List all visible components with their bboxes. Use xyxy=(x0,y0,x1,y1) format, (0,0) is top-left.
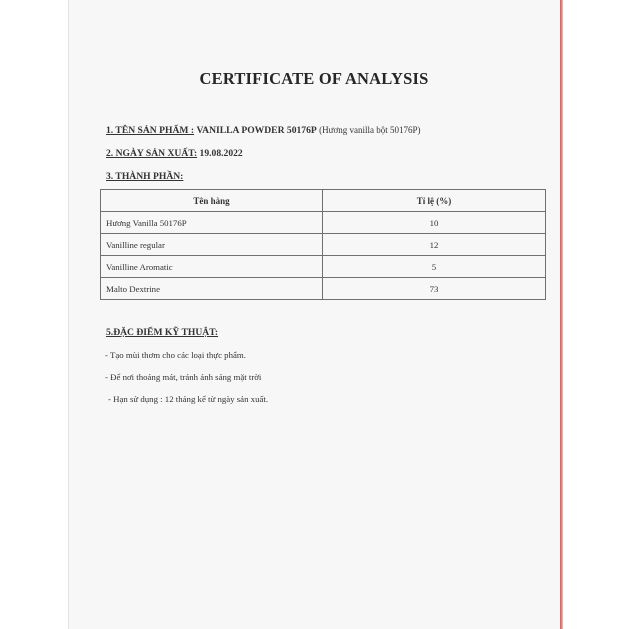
ingredient-ratio: 73 xyxy=(323,278,546,300)
ingredient-name: Hương Vanilla 50176P xyxy=(101,212,323,234)
product-name-label: 1. TÊN SẢN PHẨM : xyxy=(106,125,195,136)
product-name-value: VANILLA POWDER 50176P xyxy=(196,125,317,136)
ingredient-ratio: 5 xyxy=(323,256,546,278)
manufacture-date-label: 2. NGÀY SẢN XUẤT: xyxy=(106,148,198,159)
composition-heading xyxy=(106,171,183,182)
table-row xyxy=(101,234,546,256)
composition-label: 3. THÀNH PHẦN: xyxy=(106,171,184,182)
column-header-ratio: Tỉ lệ (%) xyxy=(323,190,546,212)
table-header-row xyxy=(101,190,546,212)
manufacture-date-line xyxy=(106,148,243,159)
product-name-line xyxy=(106,125,421,136)
ingredient-ratio: 12 xyxy=(323,234,546,256)
manufacture-date-value: 19.08.2022 xyxy=(199,148,243,159)
table-row xyxy=(101,278,546,300)
ingredient-name: Vanilline regular xyxy=(101,234,323,256)
ingredient-name: Vanilline Aromatic xyxy=(101,256,323,278)
spec-line: - Tạo mùi thơm cho các loại thực phẩm. xyxy=(105,350,246,360)
spec-line: - Để nơi thoáng mát, tránh ánh sáng mặt trời xyxy=(105,372,262,382)
composition-table xyxy=(100,189,546,300)
product-name-note: (Hương vanilla bột 50176P) xyxy=(319,125,421,135)
ingredient-ratio: 10 xyxy=(323,212,546,234)
spec-line: - Hạn sử dụng : 12 tháng kể từ ngày sản xuất. xyxy=(108,394,269,404)
column-header-name: Tên hàng xyxy=(101,190,323,212)
table-row xyxy=(101,212,546,234)
page-edge-accent xyxy=(560,0,563,629)
specifications-label: 5.ĐẶC ĐIỂM KỸ THUẬT: xyxy=(106,327,219,338)
ingredient-name: Malto Dextrine xyxy=(101,278,323,300)
table-row xyxy=(101,256,546,278)
document-title: CERTIFICATE OF ANALYSIS xyxy=(199,69,429,88)
specifications-heading xyxy=(106,327,218,338)
document-page xyxy=(68,0,561,629)
